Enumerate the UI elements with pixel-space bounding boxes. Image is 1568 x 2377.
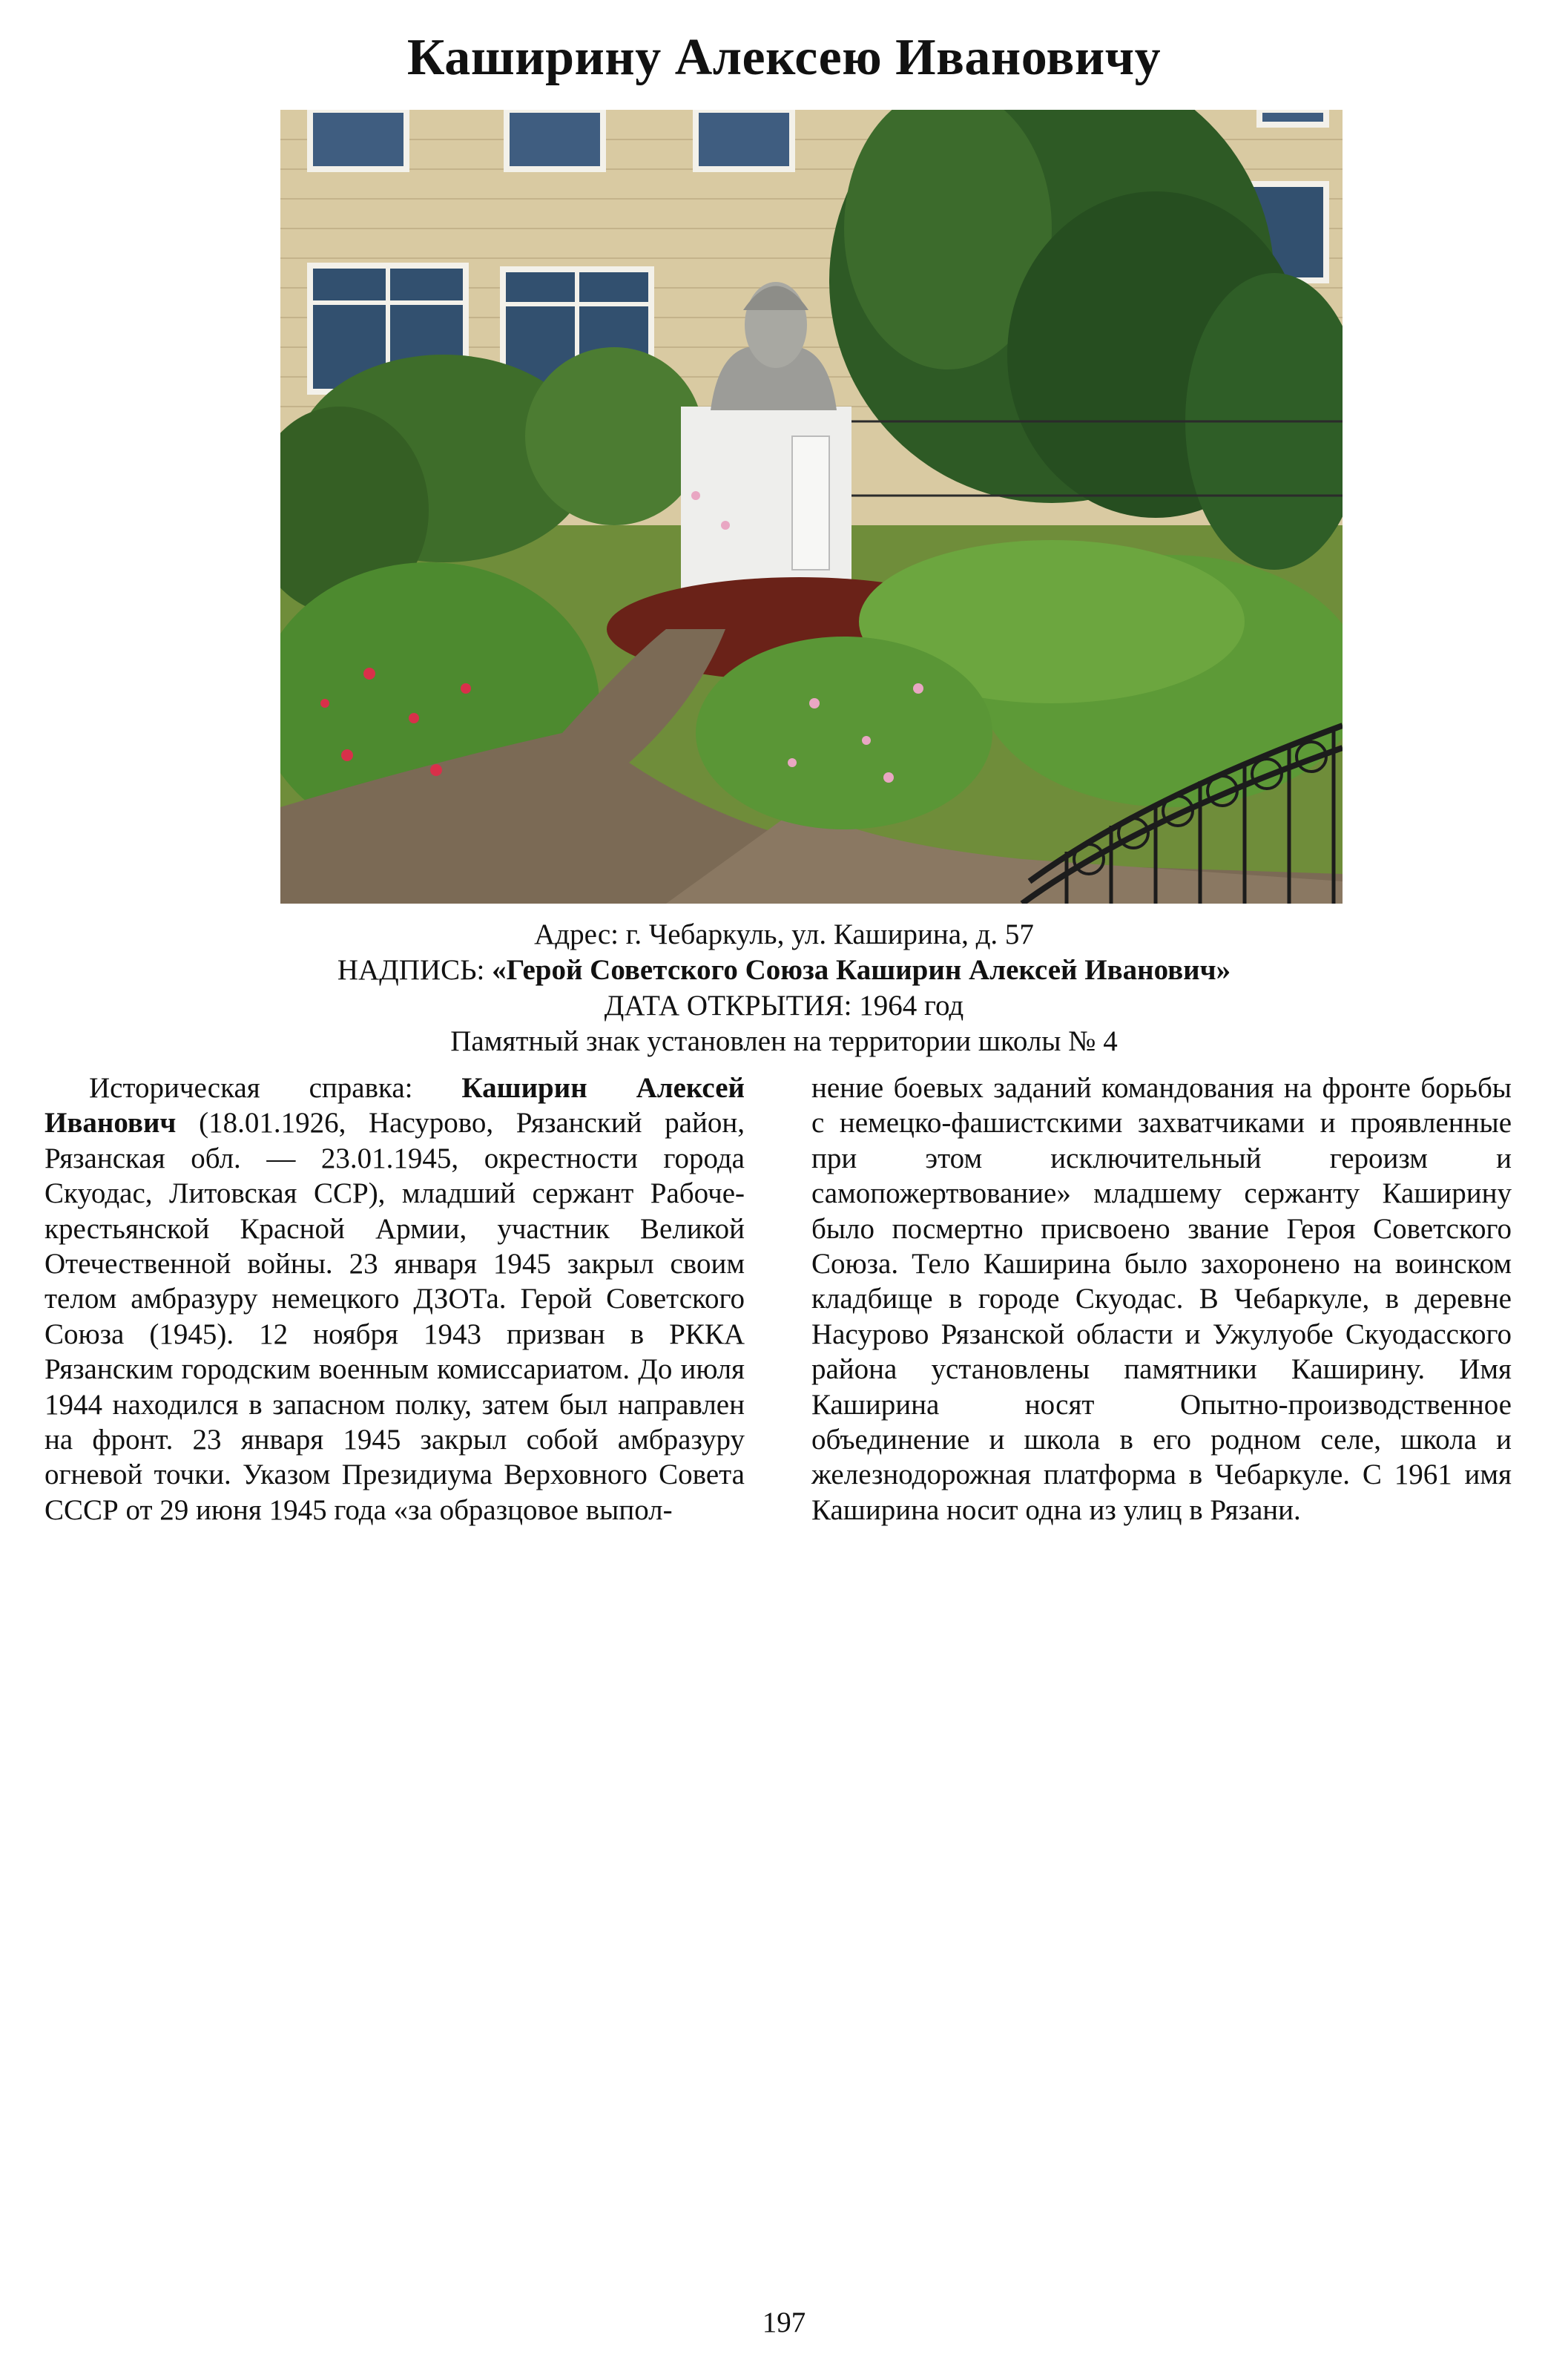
inscription-label: НАДПИСЬ: <box>337 954 493 986</box>
date-value: 1964 год <box>859 990 964 1022</box>
inscription-line <box>0 953 1568 988</box>
note-line: Памятный знак установлен на территории школы № 4 <box>450 1025 1118 1057</box>
text-column-right <box>811 1071 1512 1528</box>
left-column-text: (18.01.1926, Насурово, Рязанский район, Рязанская обл. — 23.01.1945, окрестности города Скуодас, Литовская ССР), младший сержант Рабоче-крестьянской Красной Армии, участник Великой Отечественной войны. 23 января 1945 закрыл своим телом амбразуру немецкого ДЗОТа. Герой Советского Союза (1945). 12 ноября 1943 призван в РККА Рязанским городским военным комиссариатом. До июля 1944 находился в запасном полку, затем был направлен на фронт. 23 января 1945 закрыл собой амбразуру огневой точки. Указом Президиума Верховного Совета СССР от 29 июня 1945 года «за образцовое выпол- <box>45 1107 745 1526</box>
date-label: ДАТА ОТКРЫТИЯ: <box>604 990 860 1022</box>
inscription-text: «Герой Советского Союза Каширин Алексей Иванович» <box>492 954 1231 986</box>
intro-label: Историческая справка: <box>89 1072 462 1104</box>
history-paragraph <box>45 1071 745 1528</box>
monument-photo <box>280 110 1343 904</box>
page-title: Каширину Алексею Ивановичу <box>406 29 1162 86</box>
address-line: Адрес: г. Чебаркуль, ул. Каширина, д. 57 <box>534 918 1034 950</box>
right-column-text: нение боевых заданий командования на фронте борьбы с немецко-фашистскими захватчиками и проявленные при этом исключительный героизм и самопожертвование» младшему сержанту Каширину было посмертно присвоено звание Героя Советского Союза. Тело Каширина было захоронено на воинском кладбище в городе Скуодас. В Чебаркуле, в деревне Насурово Рязанской области и Ужулуобе Скуодасского района установлены памятники Каширину. Имя Каширина носят Опытно-производственное объединение и школа в его родном селе, школа и железнодорожная платформа в Чебаркуле. С 1961 имя Каширина носит одна из улиц в Рязани. <box>811 1072 1512 1526</box>
hero-name: Каширин Алексей Иванович <box>45 1072 745 1140</box>
photo-caption <box>0 917 1568 1059</box>
date-line <box>0 988 1568 1024</box>
page-number: 197 <box>762 2307 806 2338</box>
text-column-left <box>45 1071 745 1528</box>
